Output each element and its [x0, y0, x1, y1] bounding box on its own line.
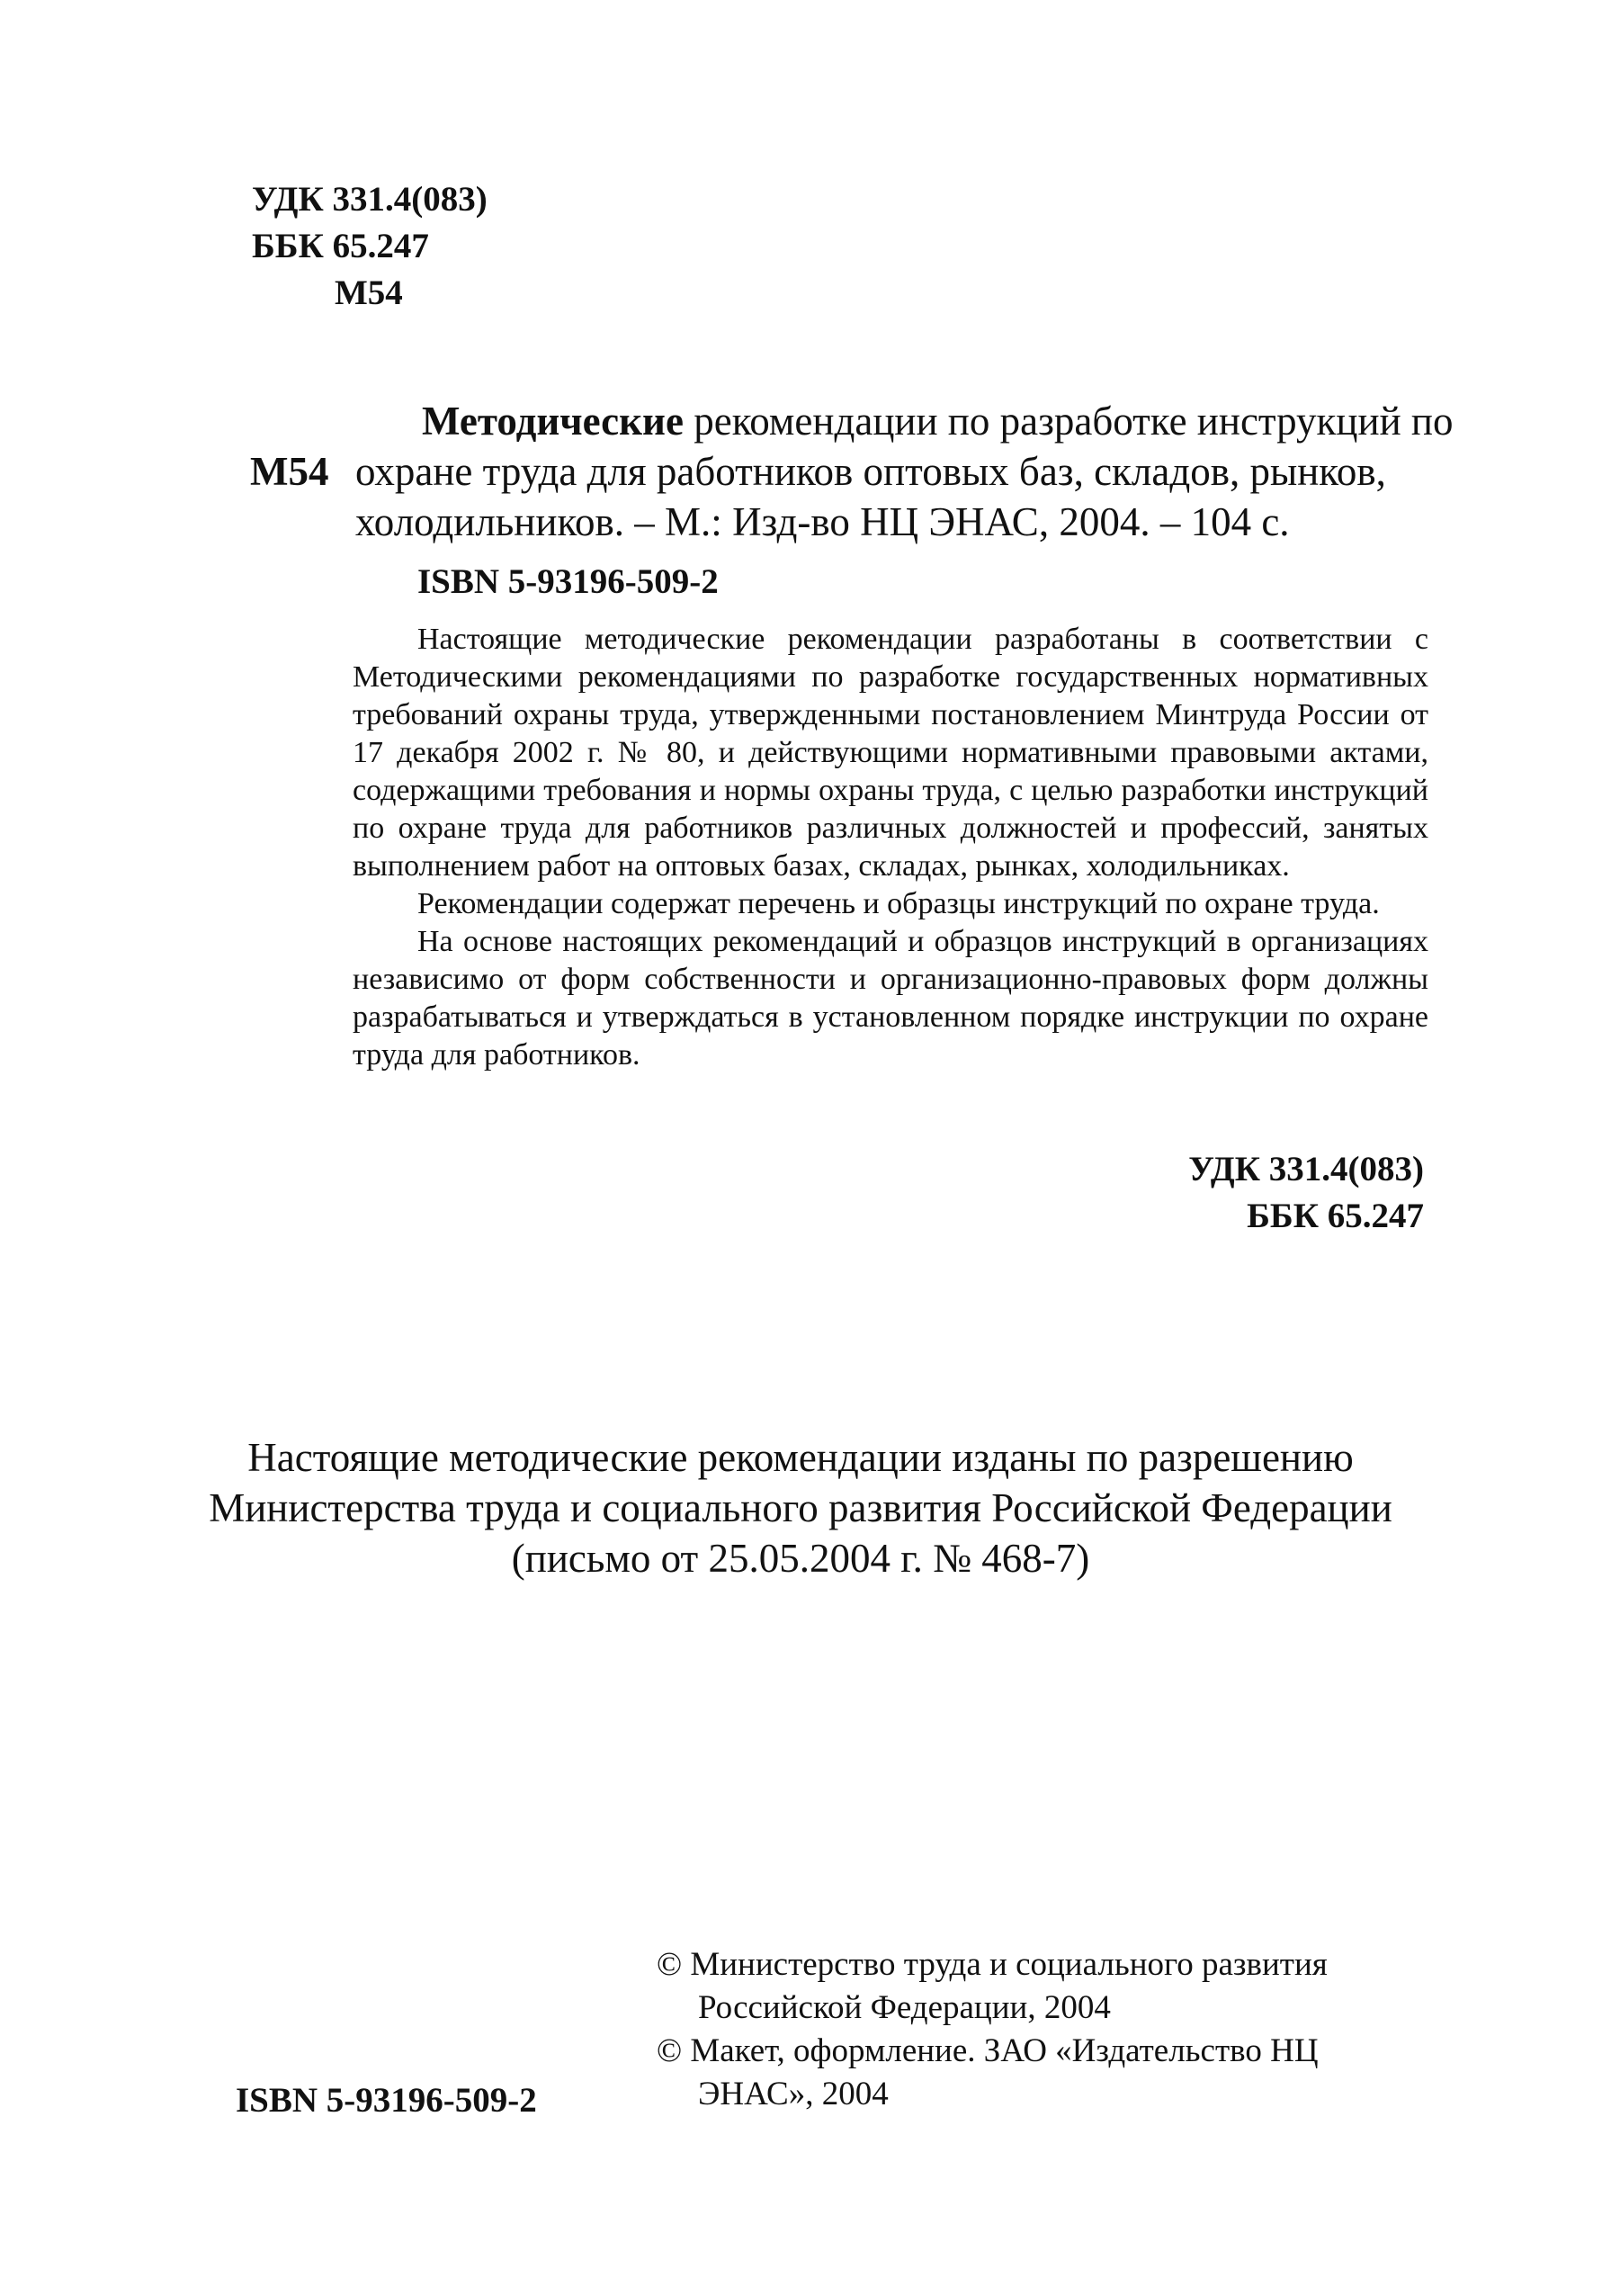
notice-line-2: Министерства труда и социального развития Российской Федерации [209, 1485, 1392, 1530]
classification-bottom [1188, 1146, 1424, 1240]
notice-line-1: Настоящие методические рекомендации изданы по разрешению [247, 1435, 1354, 1480]
permission-notice [180, 1432, 1421, 1583]
copyright-item-2: © Макет, оформление. ЗАО «Издательство НЦ ЭНАС», 2004 [657, 2032, 1319, 2112]
classification-top [252, 176, 488, 317]
bbk-code: ББК 65.247 [252, 227, 429, 265]
udk-code-bottom: УДК 331.4(083) [1188, 1150, 1424, 1188]
abstract-paragraph-2: Рекомендации содержат перечень и образцы инструкций по охране труда. [417, 887, 1380, 920]
bib-line-3: холодильников. – М.: Изд-во НЦ ЭНАС, 2004. – 104 с. [355, 499, 1290, 544]
bib-title-rest: рекомендации по разработке инструкций по [683, 399, 1454, 444]
bbk-code-bottom: ББК 65.247 [1247, 1197, 1424, 1235]
bib-line-1 [355, 396, 1454, 446]
isbn-top: ISBN 5-93196-509-2 [417, 562, 719, 601]
copyright-item-1: © Министерство труда и социального развития Российской Федерации, 2004 [657, 1946, 1328, 2026]
author-mark: М54 [335, 274, 403, 312]
author-mark-side: М54 [250, 449, 329, 494]
udk-code: УДК 331.4(083) [252, 180, 488, 219]
bibliographic-entry [355, 396, 1454, 547]
copyright-block [657, 1943, 1430, 2116]
notice-line-3: (письмо от 25.05.2004 г. № 468-7) [511, 1536, 1090, 1581]
bib-line-2: охране труда для работников оптовых баз, складов, рынков, [355, 449, 1386, 494]
abstract [353, 621, 1428, 1074]
abstract-paragraph-3: На основе настоящих рекомендаций и образцов инструкций в организациях независимо от форм собственности и организационно-правовых форм должны разрабатываться и утверждаться в установленном порядке инструкции по охране труда для работников. [353, 925, 1428, 1072]
isbn-bottom: ISBN 5-93196-509-2 [236, 2081, 537, 2120]
bib-title-bold: Методические [422, 399, 684, 444]
abstract-paragraph-1: Настоящие методические рекомендации разработаны в соответствии с Методическими рекомендациями по разработке государственных нормативных требований охраны труда, утвержденными постановлением Минтруда России от 17 декабря 2002 г. № 80, и действующими нормативными правовыми актами, содержащими требования и нормы охраны труда, с целью разработки инструкций по охране труда для работников различных должностей и профессий, занятых выполнением работ на оптовых базах, складах, рынках, холодильниках. [353, 623, 1428, 883]
